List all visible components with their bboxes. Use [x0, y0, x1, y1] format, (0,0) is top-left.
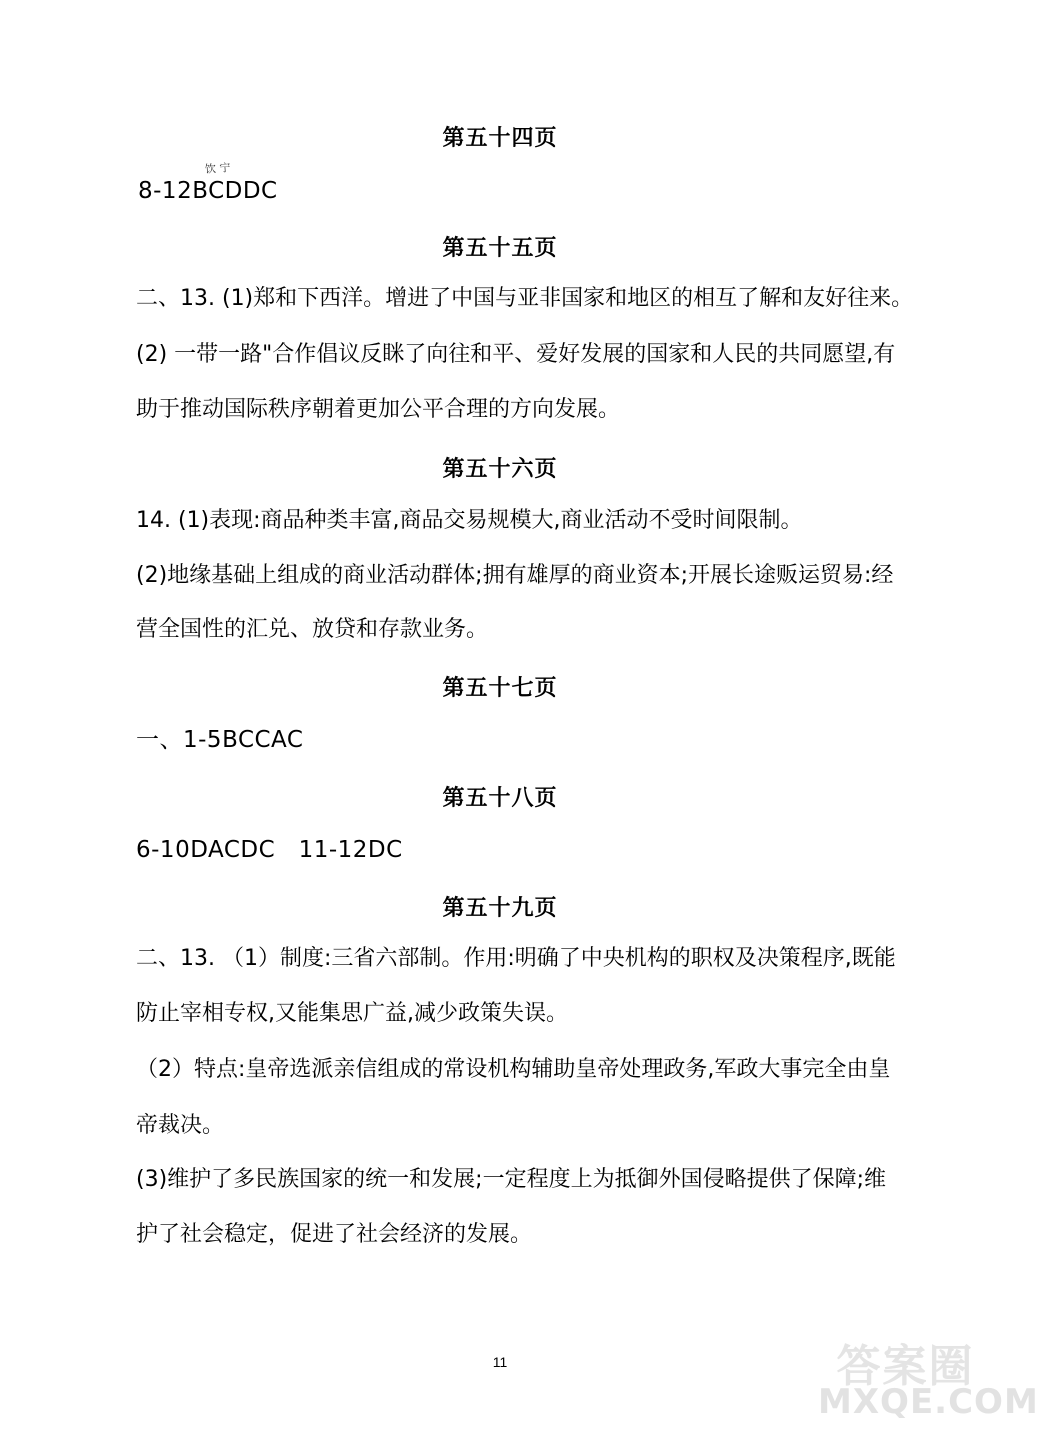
- answer-line: 护了社会稳定，促进了社会经济的发展。: [136, 1222, 533, 1247]
- section-heading-p57: 第五十七页: [442, 676, 558, 701]
- section-heading-p59: 第五十九页: [442, 896, 558, 921]
- watermark-top-text: 答案圈: [836, 1341, 975, 1392]
- section-heading-p56: 第五十六页: [442, 457, 558, 482]
- answer-line: 帝裁决。: [136, 1113, 225, 1138]
- answer-line: 8-12BCDDC: [138, 178, 278, 204]
- answer-line: 二、13. （1）制度:三省六部制。作用:明确了中央机构的职权及决策程序,既能: [136, 946, 896, 971]
- answer-line: 14. (1)表现:商品种类丰富,商品交易规模大,商业活动不受时间限制。: [136, 508, 803, 533]
- page-number: 11: [492, 1354, 508, 1370]
- answer-line: 6-10DACDC 11-12DC: [136, 837, 403, 863]
- answer-line: 二、13. (1)郑和下西洋。增进了中国与亚非国家和地区的相互了解和友好往来。: [136, 286, 914, 311]
- answer-line: (2)地缘基础上组成的商业活动群体;拥有雄厚的商业资本;开展长途贩运贸易:经: [136, 563, 894, 588]
- answer-line: 防止宰相专权,又能集思广益,减少政策失误。: [136, 1001, 568, 1026]
- answer-line: (3)维护了多民族国家的统一和发展;一定程度上为抵御外国侵略提供了保障;维: [136, 1167, 886, 1192]
- section-heading-p55: 第五十五页: [442, 236, 558, 261]
- answer-line: 一、1-5BCCAC: [136, 727, 304, 753]
- answer-line: （2）特点:皇帝选派亲信组成的常设机构辅助皇帝处理政务,军政大事完全由皇: [136, 1057, 891, 1082]
- section-heading-p54: 第五十四页: [442, 126, 558, 151]
- answer-line: 助于推动国际秩序朝着更加公平合理的方向发展。: [136, 397, 621, 422]
- handwritten-annotation: 饮 宁: [204, 161, 231, 176]
- watermark-logo: [818, 1330, 1039, 1426]
- section-heading-p58: 第五十八页: [442, 786, 558, 811]
- answer-line: (2) 一带一路"合作倡议反眯了向往和平、爱好发展的国家和人民的共同愿望,有: [136, 342, 896, 367]
- answer-line: 营全国性的汇兑、放贷和存款业务。: [136, 617, 489, 642]
- watermark-bottom-text: MXQE.COM: [818, 1382, 1039, 1422]
